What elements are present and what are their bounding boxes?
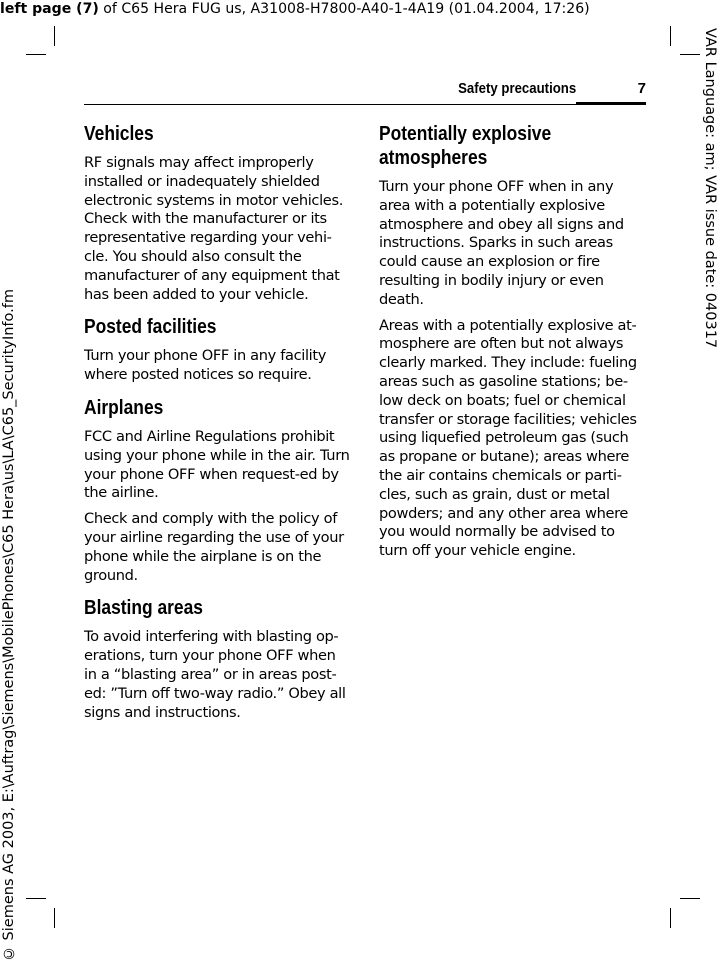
- paragraph-posted-facilities: Turn your phone OFF in any facility where posted notices so require.: [84, 347, 327, 384]
- section-title: Safety precautions: [457, 80, 576, 97]
- page-number: 7: [637, 80, 646, 97]
- paragraph-explosive-1: Turn your phone OFF when in any area with a potentially explosive atmosphere and obey all signs and instructions. Sparks in such areas could cause an explosion or fire resulting in bodily injury or even death.: [379, 178, 624, 308]
- paragraph-airplanes-2: Check and comply with the policy of your airline regarding the use of your phone while the airplane is on the ground.: [84, 510, 344, 584]
- header-rule-thick: [576, 102, 646, 105]
- paragraph-airplanes-1: FCC and Airline Regulations prohibit using your phone while in the air. Turn your phone OFF when request-ed by the airline.: [84, 427, 350, 502]
- var-language-note: VAR Language: am; VAR issue date: 040317: [702, 28, 718, 349]
- heading-airplanes: Airplanes: [84, 396, 164, 419]
- crop-mark: [670, 908, 671, 928]
- crop-mark: [26, 54, 46, 55]
- right-column: [379, 122, 647, 568]
- left-column: [84, 122, 352, 729]
- print-job-page-label: left page (7): [0, 1, 99, 17]
- heading-posted-facilities: Posted facilities: [84, 316, 217, 339]
- print-job-header: [0, 0, 590, 18]
- paragraph-explosive-2: Areas with a potentially explosive at-mosphere are often but not always clearly marked. They include: fueling areas such as gasoline stations; be-low deck on boats; fuel or chemical transfer or storage facilities; vehicles using liquefied petroleum gas (such as propane or butane); areas where the air contains chemicals or parti-cles, such as grain, dust or metal powders; and any other area where you would normally be advised to turn off your vehicle engine.: [379, 316, 637, 560]
- paragraph-vehicles: RF signals may affect improperly installed or inadequately shielded electronic systems in motor vehicles. Check with the manufacturer or its representative regarding your vehi-cle. You should also consult the manufacturer of any equipment that has been added to your vehicle.: [84, 154, 343, 303]
- crop-mark: [26, 898, 46, 899]
- crop-mark: [680, 54, 700, 55]
- heading-vehicles: Vehicles: [84, 123, 154, 145]
- page-header: [84, 79, 646, 105]
- crop-mark: [680, 898, 700, 899]
- crop-mark: [670, 26, 671, 46]
- print-job-details: of C65 Hera FUG us, A31008-H7800-A40-1-4A19 (01.04.2004, 17:26): [98, 1, 590, 17]
- copyright-file-path: © Siemens AG 2003, E:\Auftrag\Siemens\MobilePhones\C65 Hera\us\LA\C65_SecurityInfo.fm: [1, 288, 17, 961]
- heading-explosive-atmospheres: Potentially explosive atmospheres: [379, 123, 552, 169]
- crop-mark: [54, 908, 55, 928]
- paragraph-blasting-areas: To avoid interfering with blasting op-erations, turn your phone OFF when in a “blasting area” or in areas post-ed: ”Turn off two-way radio.” Obey all signs and instructions.: [84, 628, 346, 721]
- header-rule-thin: [84, 104, 576, 105]
- heading-blasting-areas: Blasting areas: [84, 597, 203, 620]
- crop-mark: [54, 26, 55, 46]
